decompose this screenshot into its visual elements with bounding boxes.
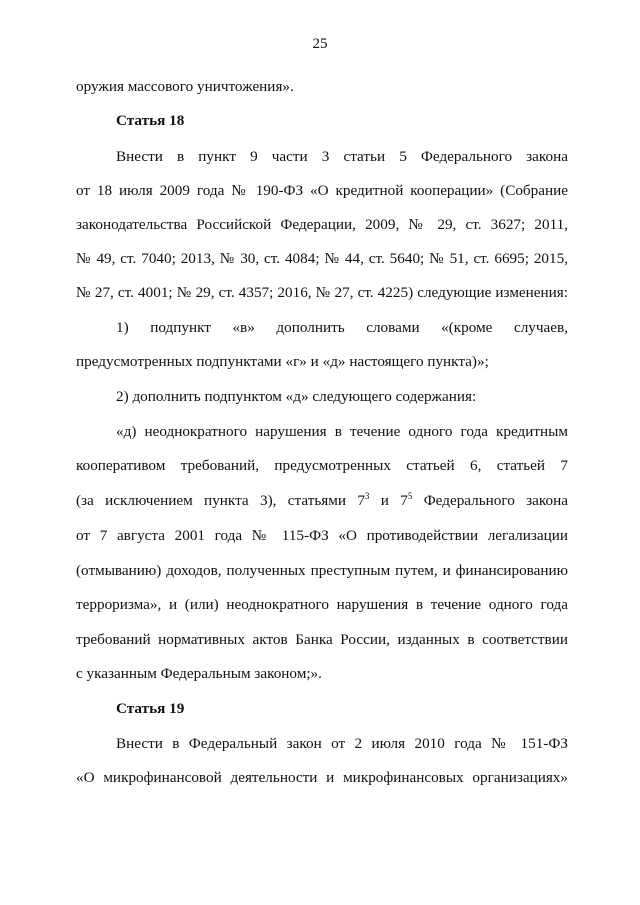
superscript: 3 xyxy=(364,491,370,501)
text-line: Внести в пункт 9 части 3 статьи 5 Федерального закона xyxy=(116,148,568,165)
text-line: терроризма», и (или) неоднократного нарушения в течение одного года xyxy=(76,596,568,613)
text-line: Внести в Федеральный закон от 2 июля 2010 года № 151-ФЗ xyxy=(116,735,568,752)
text-line: № 49, ст. 7040; 2013, № 30, ст. 4084; № 44, ст. 5640; № 51, ст. 6695; 2015, xyxy=(76,250,568,267)
text-segment: 7 xyxy=(400,492,408,509)
text-line: «д) неоднократного нарушения в течение одного года кредитным xyxy=(116,423,568,440)
text-line: 2) дополнить подпунктом «д» следующего содержания: xyxy=(116,388,477,405)
text-line: требований нормативных актов Банка России, изданных в соответствии xyxy=(76,631,568,648)
article-heading: Статья 18 xyxy=(116,112,185,129)
text-line: законодательства Российской Федерации, 2009, № 29, ст. 3627; 2011, xyxy=(76,216,568,233)
text-line: с указанным Федеральным законом;». xyxy=(76,665,322,682)
superscript: 5 xyxy=(407,491,413,501)
page-number: 25 xyxy=(312,36,328,52)
text-segment: 7 xyxy=(357,492,365,509)
article-heading: Статья 19 xyxy=(116,700,185,717)
text-line: 1) подпункт «в» дополнить словами «(кроме случаев, xyxy=(116,319,568,336)
text-line: кооперативом требований, предусмотренных статьей 6, статьей 7 xyxy=(76,457,568,474)
text-segment: и xyxy=(380,492,389,509)
text-line: (отмыванию) доходов, полученных преступным путем, и финансированию xyxy=(76,562,568,579)
text-line: предусмотренных подпунктами «г» и «д» настоящего пункта)»; xyxy=(76,353,489,370)
text-line: от 7 августа 2001 года № 115-ФЗ «О противодействии легализации xyxy=(76,527,568,544)
text-segment: Федерального закона xyxy=(423,492,568,509)
text-line-with-superscripts xyxy=(76,492,568,510)
text-line: оружия массового уничтожения». xyxy=(76,78,294,95)
text-line: № 27, ст. 4001; № 29, ст. 4357; 2016, № 27, ст. 4225) следующие изменения: xyxy=(76,284,568,301)
text-segment: (за исключением пункта 3), статьями xyxy=(76,492,346,509)
text-line: от 18 июля 2009 года № 190-ФЗ «О кредитной кооперации» (Собрание xyxy=(76,182,568,199)
text-line: «О микрофинансовой деятельности и микрофинансовых организациях» xyxy=(76,769,568,786)
